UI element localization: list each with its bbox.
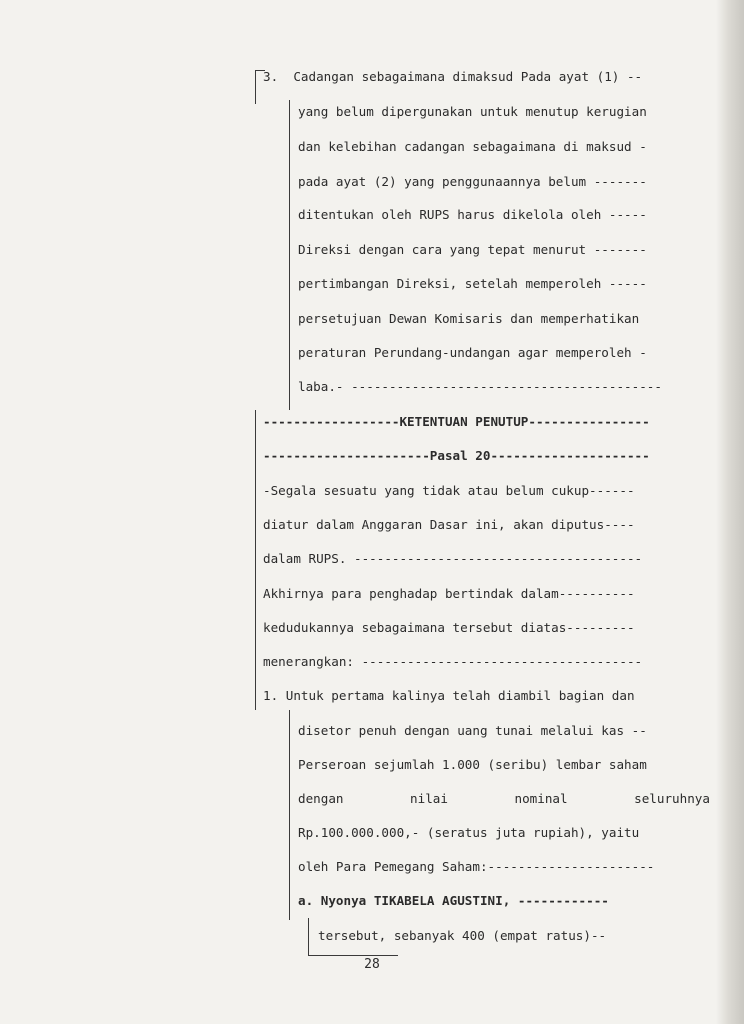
text-line: Akhirnya para penghadap bertindak dalam----------: [263, 586, 635, 601]
article-heading: ----------------------Pasal 20---------------------: [263, 448, 650, 463]
text-line: kedudukannya sebagaimana tersebut diatas---------: [263, 620, 635, 635]
word: seluruhnya: [634, 791, 710, 806]
text-line: Rp.100.000.000,- (seratus juta rupiah), yaitu: [298, 825, 640, 840]
text-line: Direksi dengan cara yang tepat menurut -------: [298, 242, 647, 257]
text-line: disetor penuh dengan uang tunai melalui kas --: [298, 723, 647, 738]
text-line: peraturan Perundang-undangan agar memperoleh -: [298, 345, 647, 360]
margin-rule-shareholder: [308, 918, 309, 956]
word: nilai: [410, 791, 448, 806]
text-line: -Segala sesuatu yang tidak atau belum cukup------: [263, 483, 635, 498]
text-line: yang belum dipergunakan untuk menutup kerugian: [298, 104, 647, 119]
margin-rule-item1: [289, 710, 290, 920]
word: dengan: [298, 791, 344, 806]
margin-rule-clause3: [255, 70, 256, 104]
margin-rule-clause3-body: [289, 100, 290, 410]
text-line: persetujuan Dewan Komisaris dan memperhatikan: [298, 311, 640, 326]
word: nominal: [514, 791, 568, 806]
text-line: dalam RUPS. --------------------------------------: [263, 551, 643, 566]
text-line: Perseroan sejumlah 1.000 (seribu) lembar saham: [298, 757, 647, 772]
text-line: ditentukan oleh RUPS harus dikelola oleh -----: [298, 207, 647, 222]
text-line: 3. Cadangan sebagaimana dimaksud Pada ayat (1) --: [263, 69, 643, 84]
text-line: menerangkan: -------------------------------------: [263, 654, 643, 669]
text-line: oleh Para Pemegang Saham:----------------------: [298, 859, 655, 874]
text-line: pertimbangan Direksi, setelah memperoleh -----: [298, 276, 647, 291]
text-line: diatur dalam Anggaran Dasar ini, akan diputus----: [263, 517, 635, 532]
page-number: 28: [364, 957, 380, 972]
justified-line: [298, 791, 710, 807]
margin-rule-closing: [255, 410, 256, 710]
section-heading: ------------------KETENTUAN PENUTUP----------------: [263, 414, 650, 429]
shareholder-detail: tersebut, sebanyak 400 (empat ratus)--: [318, 928, 607, 943]
text-line: dan kelebihan cadangan sebagaimana di maksud -: [298, 139, 647, 154]
text-line: 1. Untuk pertama kalinya telah diambil bagian dan: [263, 688, 635, 703]
text-line: laba.- -----------------------------------------: [298, 379, 662, 394]
text-line: pada ayat (2) yang penggunaannya belum -------: [298, 174, 647, 189]
shareholder-name: a. Nyonya TIKABELA AGUSTINI, ------------: [298, 893, 609, 908]
page-edge-shadow: [716, 0, 744, 1024]
